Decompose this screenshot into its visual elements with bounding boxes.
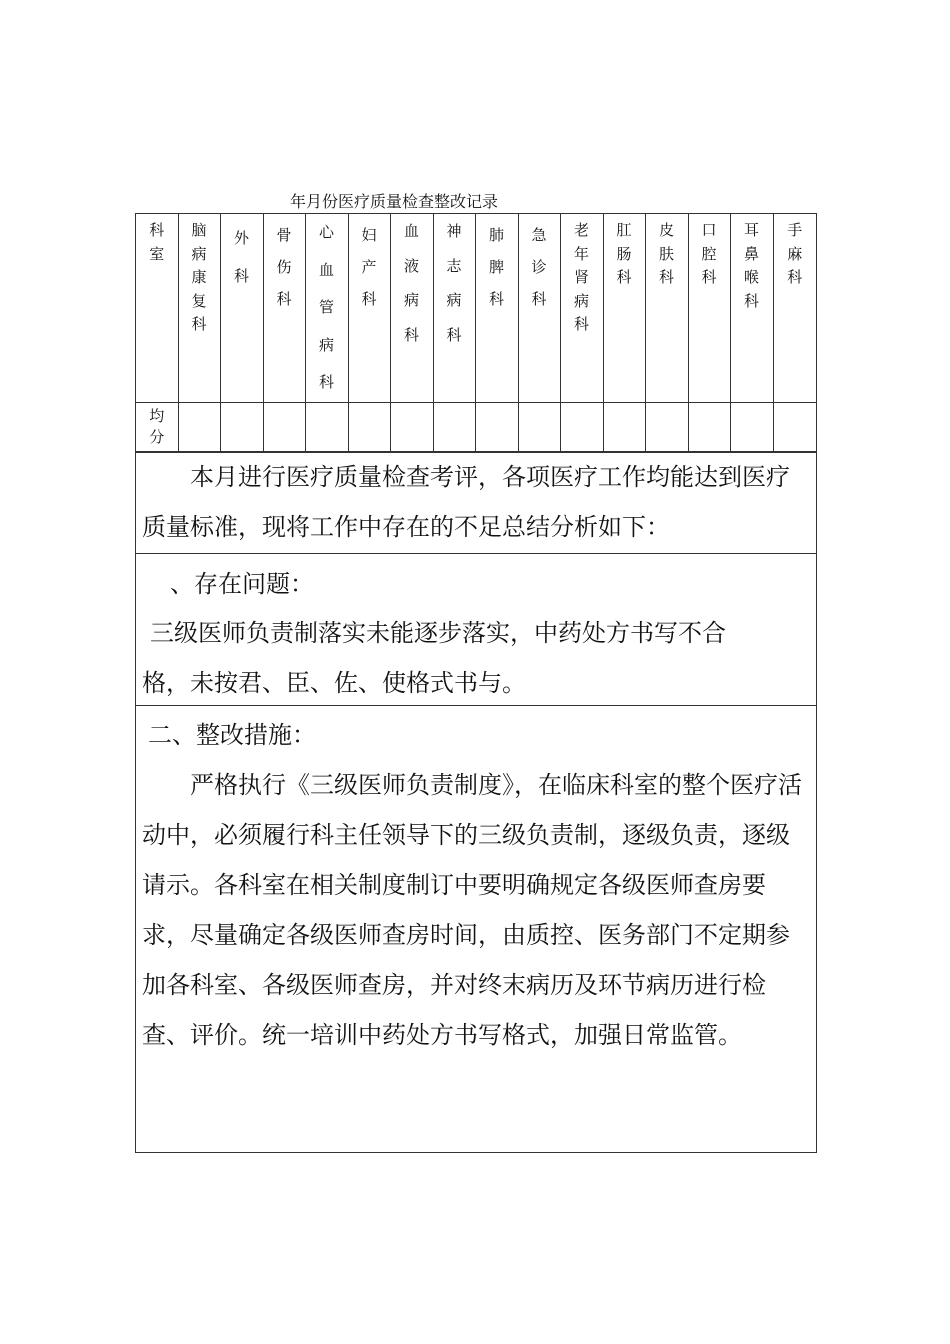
average-score-cell[interactable]	[518, 402, 560, 452]
dept-cell	[178, 214, 220, 402]
dept-cell	[730, 214, 773, 402]
dept-name: 神志病科	[446, 222, 462, 344]
average-score-cell[interactable]	[475, 402, 518, 452]
problems-heading-text: 、存在问题：	[170, 570, 314, 598]
intro-section	[136, 451, 816, 553]
average-score-cell[interactable]	[305, 402, 348, 452]
dept-name: 心血管病科	[318, 223, 334, 391]
average-score-label: 均分	[136, 402, 178, 452]
average-score-cell[interactable]	[263, 402, 305, 452]
dept-cell	[305, 214, 348, 402]
dept-name: 耳鼻喉科	[743, 221, 759, 310]
dept-cell	[518, 214, 560, 402]
department-score-table	[136, 214, 816, 453]
dept-cell	[645, 214, 688, 402]
measures-section	[136, 705, 816, 1151]
problems-line-1: 三级医师负责制落实未能逐步落实，中药处方书写不合	[150, 619, 726, 647]
measures-heading: 二、整改措施：	[148, 721, 316, 749]
average-score-cell[interactable]	[645, 402, 688, 452]
dept-name: 手麻科	[787, 221, 803, 286]
average-score-cell[interactable]	[220, 402, 263, 452]
dept-name: 皮肤科	[658, 221, 674, 286]
page-title: 年月份医疗质量检查整改记录	[290, 192, 499, 211]
dept-name: 老年肾病科	[573, 221, 589, 333]
problems-section	[136, 553, 816, 705]
rectification-record-frame	[135, 213, 817, 1153]
dept-name: 外科	[233, 229, 249, 285]
average-score-cell[interactable]	[603, 402, 645, 452]
average-score-cell[interactable]	[348, 402, 390, 452]
dept-cell	[433, 214, 475, 402]
average-score-cell[interactable]	[390, 402, 433, 452]
dept-name: 脑病康复科	[191, 221, 207, 333]
dept-name: 妇产科	[361, 226, 377, 308]
average-score-cell[interactable]	[560, 402, 603, 452]
dept-cell	[603, 214, 645, 402]
dept-cell	[688, 214, 730, 402]
dept-name: 血液病科	[403, 222, 419, 344]
dept-name: 口腔科	[701, 221, 717, 286]
average-score-cell[interactable]	[433, 402, 475, 452]
department-header-row	[136, 214, 816, 402]
problems-heading	[142, 554, 811, 608]
dept-name: 肺脾科	[488, 226, 504, 308]
average-score-row	[136, 402, 816, 452]
dept-cell	[220, 214, 263, 402]
average-score-cell[interactable]	[178, 402, 220, 452]
dept-cell	[390, 214, 433, 402]
measures-paragraph: 严格执行《三级医师负责制度》，在临床科室的整个医疗活动中，必须履行科主任领导下的三级负责制，逐级负责，逐级请示。各科室在相关制度制订中要明确规定各级医师查房要求，尽量确定各级医师查房时间，由质控、医务部门不定期参加各科室、各级医师查房，并对终末病历及环节病历进行检查、评价。统一培训中药处方书写格式，加强日常监管。	[142, 771, 802, 1049]
intro-paragraph: 本月进行医疗质量检查考评，各项医疗工作均能达到医疗质量标准，现将工作中存在的不足总结分析如下：	[142, 463, 790, 541]
dept-cell	[348, 214, 390, 402]
problems-line-2: 格，未按君、臣、佐、使格式书与。	[142, 669, 526, 697]
dept-cell	[263, 214, 305, 402]
dept-name: 肛肠科	[616, 221, 632, 286]
average-score-cell[interactable]	[688, 402, 730, 452]
average-score-cell[interactable]	[773, 402, 816, 452]
average-score-cell[interactable]	[730, 402, 773, 452]
dept-cell	[560, 214, 603, 402]
dept-name: 急诊科	[531, 226, 547, 308]
dept-cell	[475, 214, 518, 402]
dept-name: 骨伤科	[276, 226, 292, 308]
dept-cell	[773, 214, 816, 402]
department-header-label: 科室	[136, 214, 178, 402]
